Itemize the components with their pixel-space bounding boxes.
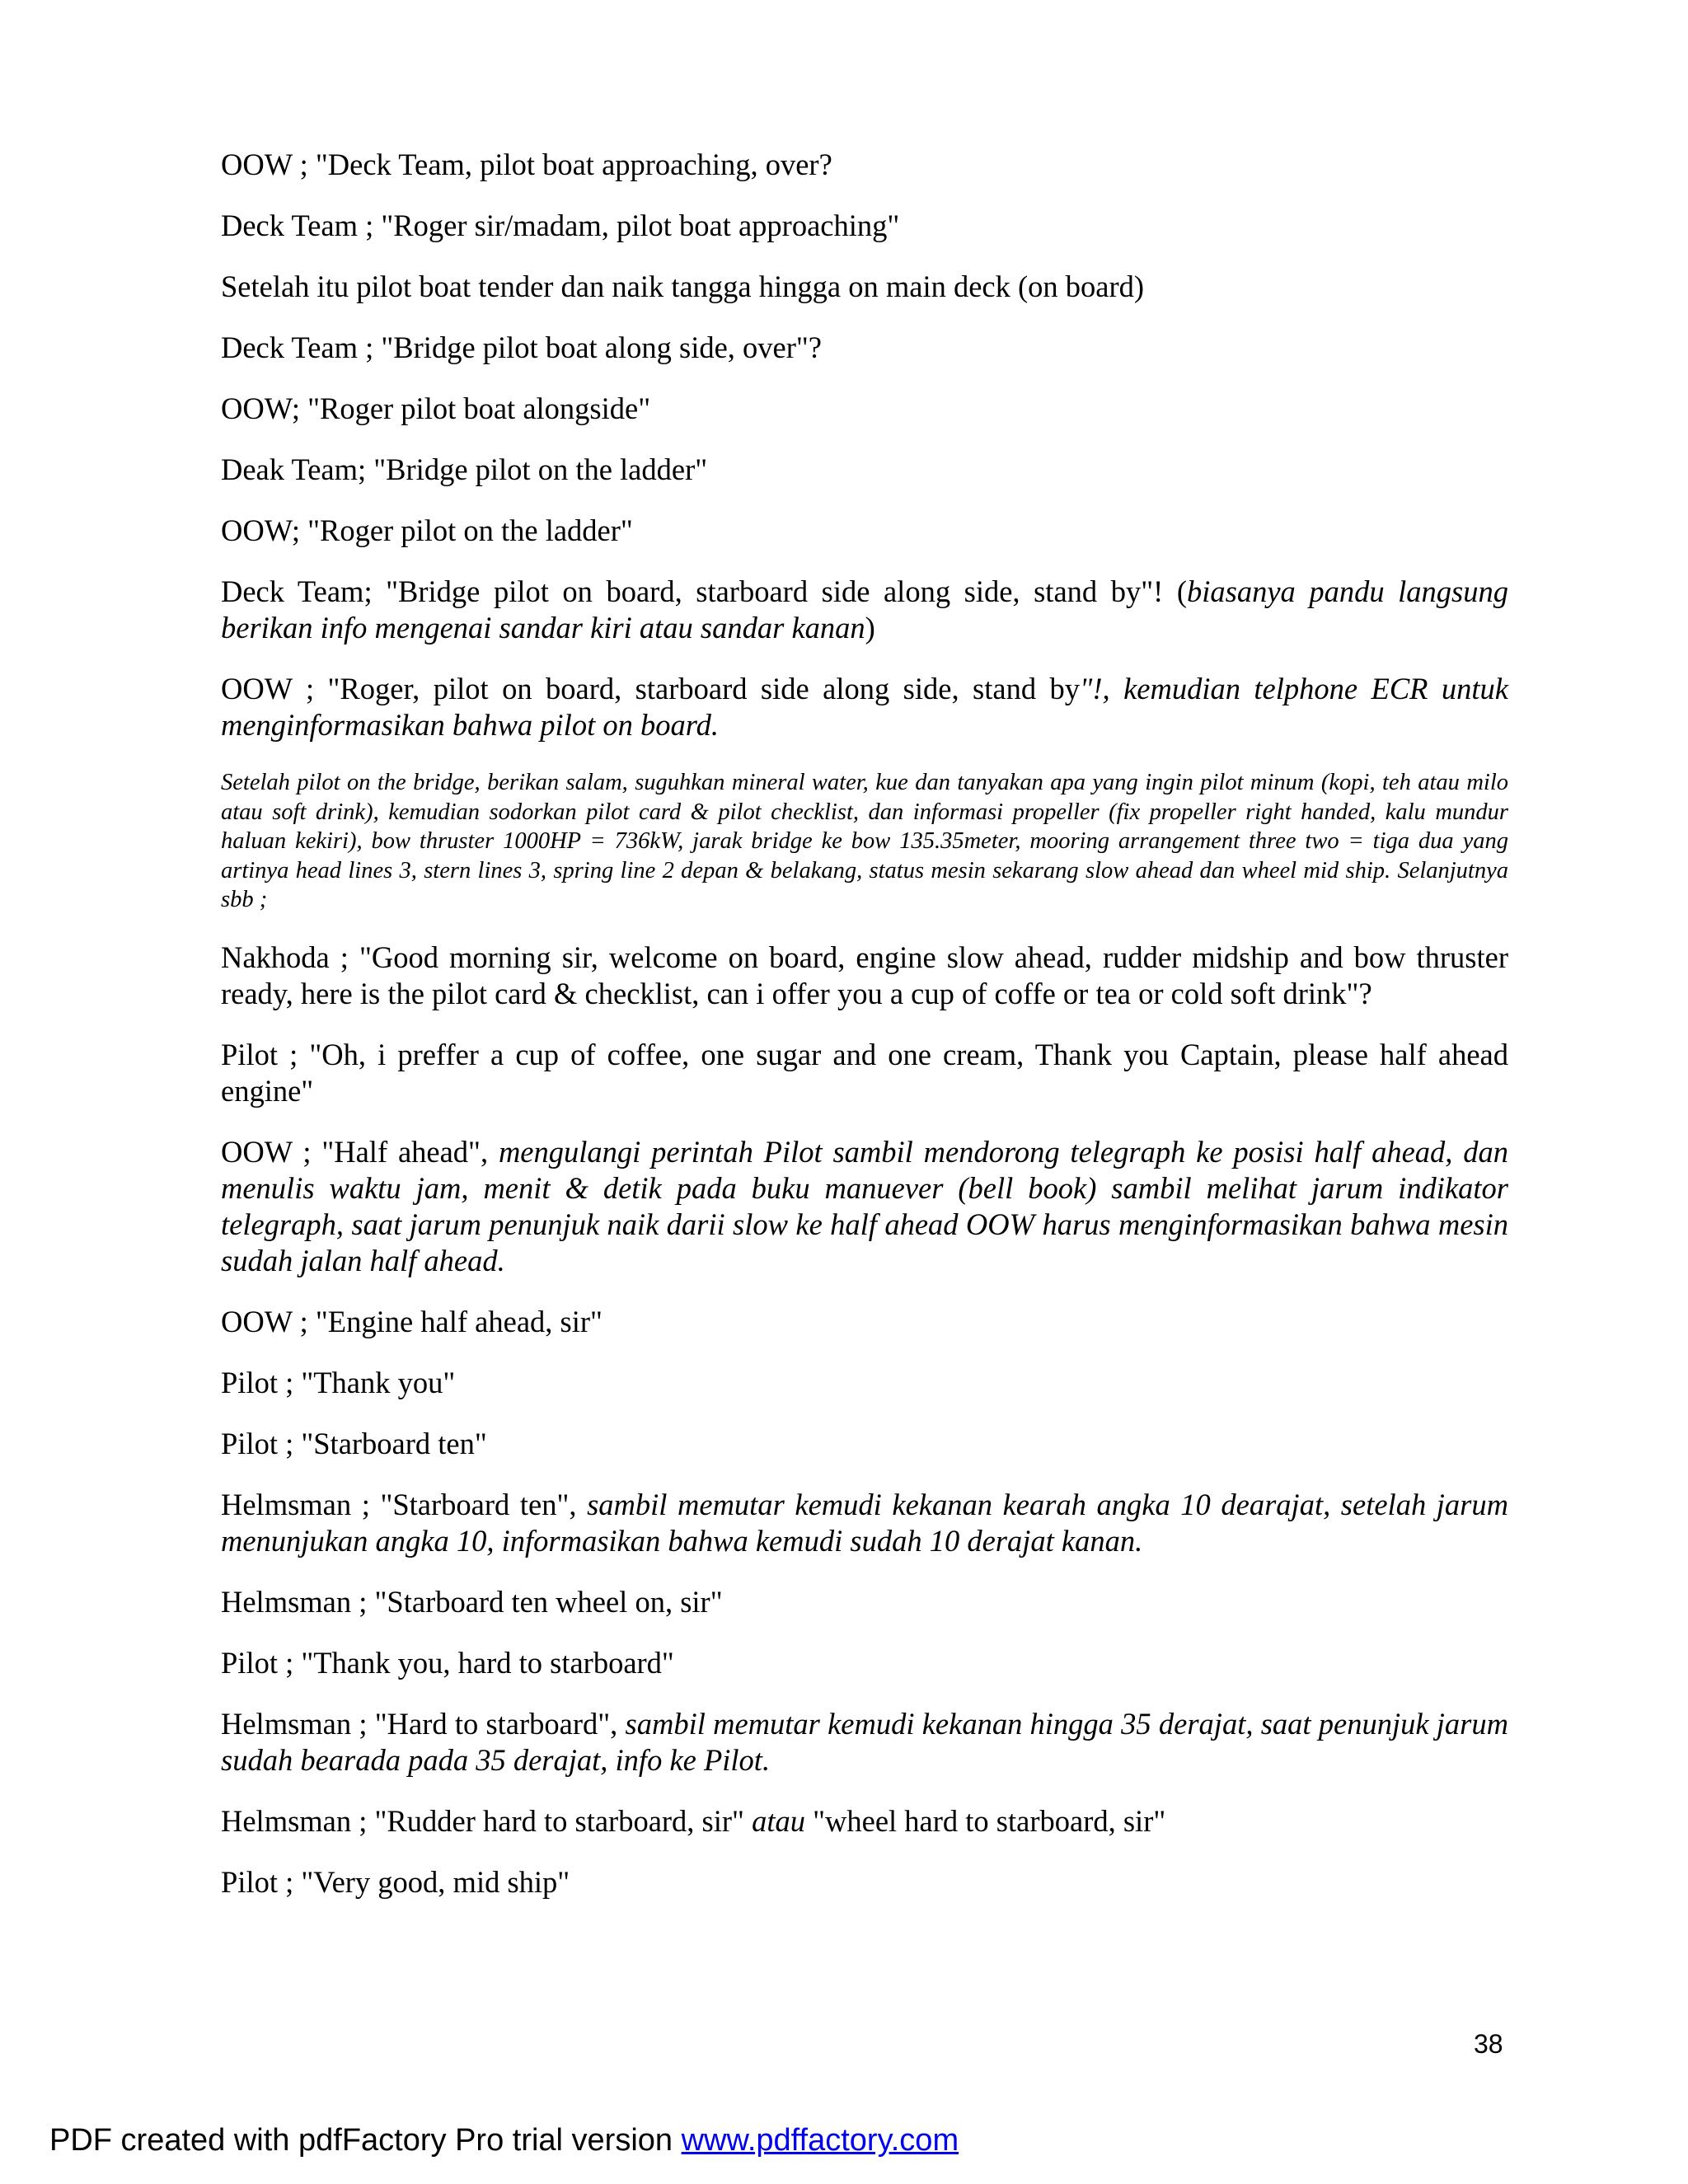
italic-text: Setelah pilot on the bridge, berikan salam, suguhkan mineral water, kue dan tanyakan apa yang ingin pilot minum (kopi, teh atau milo atau soft drink), kemudian sodorkan pilot card & pilot checklist, dan informasi propeller (fix propeller right handed, kalu mundur haluan kekiri), bow thruster 1000HP = 736kW, jarak bridge ke bow 135.35meter, mooring arrangement three two = tiga dua yang artinya head lines 3, stern lines 3, spring line 2 depan & belakang, status mesin sekarang slow ahead dan wheel mid ship. Selanjutnya sbb ; xyxy=(221,770,1508,912)
italic-text: sambil memutar kemudi kekanan hingga 35 derajat, saat penunjuk jarum sudah bearada pada 35 derajat, info ke Pilot. xyxy=(221,1706,1508,1777)
text-run: OOW ; "Deck Team, pilot boat approaching, over? xyxy=(221,148,832,181)
text-run: Pilot ; "Oh, i preffer a cup of coffee, one sugar and one cream, Thank you Captain, please half ahead engine" xyxy=(221,1037,1508,1108)
text-run: Pilot ; "Very good, mid ship" xyxy=(221,1864,570,1899)
italic-text: atau xyxy=(752,1803,805,1838)
italic-text: biasanya pandu langsung berikan info mengenai sandar kiri atau sandar kanan xyxy=(221,574,1508,644)
paragraph xyxy=(221,147,1508,183)
footer-link[interactable]: www.pdffactory.com xyxy=(681,2123,959,2158)
footer-text: PDF created with pdfFactory Pro trial version xyxy=(49,2123,682,2158)
paragraph xyxy=(221,452,1508,488)
paragraph xyxy=(221,1426,1508,1462)
paragraph xyxy=(221,330,1508,366)
text-run: Setelah itu pilot boat tender dan naik tangga hingga on main deck (on board) xyxy=(221,269,1145,303)
paragraph xyxy=(221,391,1508,427)
paragraph xyxy=(221,768,1508,915)
text-run: OOW ; "Engine half ahead, sir" xyxy=(221,1304,603,1338)
text-run: OOW ; "Roger, pilot on board, starboard side along side, stand by xyxy=(221,672,1081,705)
text-run: OOW; "Roger pilot boat alongside" xyxy=(221,391,651,425)
text-run: Helmsman ; "Hard to starboard", xyxy=(221,1706,626,1741)
text-run: Nakhoda ; "Good morning sir, welcome on board, engine slow ahead, rudder midship and bow thruster ready, here is the pilot card & checklist, can i offer you a cup of coffe or tea or cold soft drink"? xyxy=(221,940,1508,1010)
paragraph xyxy=(221,1864,1508,1900)
paragraph xyxy=(221,940,1508,1012)
paragraph xyxy=(221,1706,1508,1779)
paragraph xyxy=(221,513,1508,549)
italic-text: mengulangi perintah Pilot sambil mendorong telegraph ke posisi half ahead, dan menulis waktu jam, menit & detik pada buku manuever (bell book) sambil melihat jarum indikator telegraph, saat jarum penunjuk naik darii slow ke half ahead OOW harus menginformasikan bahwa mesin sudah jalan half ahead. xyxy=(221,1134,1509,1277)
pdf-footer xyxy=(49,2123,959,2158)
paragraph xyxy=(221,1134,1508,1279)
paragraph xyxy=(221,1037,1508,1109)
paragraph xyxy=(221,1487,1508,1559)
text-run: Deck Team ; "Bridge pilot boat along side, over"? xyxy=(221,330,823,364)
paragraph xyxy=(221,1304,1508,1340)
paragraph xyxy=(221,574,1508,646)
text-run: Deck Team ; "Roger sir/madam, pilot boat approaching" xyxy=(221,209,900,242)
text-run: "wheel hard to starboard, sir" xyxy=(805,1803,1166,1838)
text-run: Pilot ; "Thank you" xyxy=(221,1365,456,1399)
document-body xyxy=(221,147,1508,1925)
paragraph xyxy=(221,1645,1508,1681)
text-run: Deck Team; "Bridge pilot on board, starboard side along side, stand by"! ( xyxy=(221,574,1187,608)
page-number: 38 xyxy=(1474,2029,1503,2059)
text-run: Helmsman ; "Rudder hard to starboard, sir" xyxy=(221,1803,753,1838)
paragraph xyxy=(221,269,1508,305)
text-run: Pilot ; "Starboard ten" xyxy=(221,1426,487,1460)
paragraph xyxy=(221,671,1508,743)
paragraph xyxy=(221,1803,1508,1840)
text-run: Helmsman ; "Starboard ten", xyxy=(221,1487,588,1521)
italic-text: sambil memutar kemudi kekanan kearah angka 10 dearajat, setelah jarum menunjukan angka 10, informasikan bahwa kemudi sudah 10 derajat kanan. xyxy=(221,1487,1508,1558)
paragraph xyxy=(221,208,1508,244)
paragraph xyxy=(221,1584,1508,1620)
paragraph xyxy=(221,1365,1508,1401)
text-run: ) xyxy=(865,611,875,644)
text-run: OOW; "Roger pilot on the ladder" xyxy=(221,513,633,547)
text-run: Pilot ; "Thank you, hard to starboard" xyxy=(221,1645,674,1680)
italic-text: "!, kemudian telphone ECR untuk menginformasikan bahwa pilot on board. xyxy=(221,672,1508,742)
text-run: OOW ; "Half ahead", xyxy=(221,1134,499,1169)
text-run: Helmsman ; "Starboard ten wheel on, sir" xyxy=(221,1584,723,1619)
text-run: Deak Team; "Bridge pilot on the ladder" xyxy=(221,452,708,486)
